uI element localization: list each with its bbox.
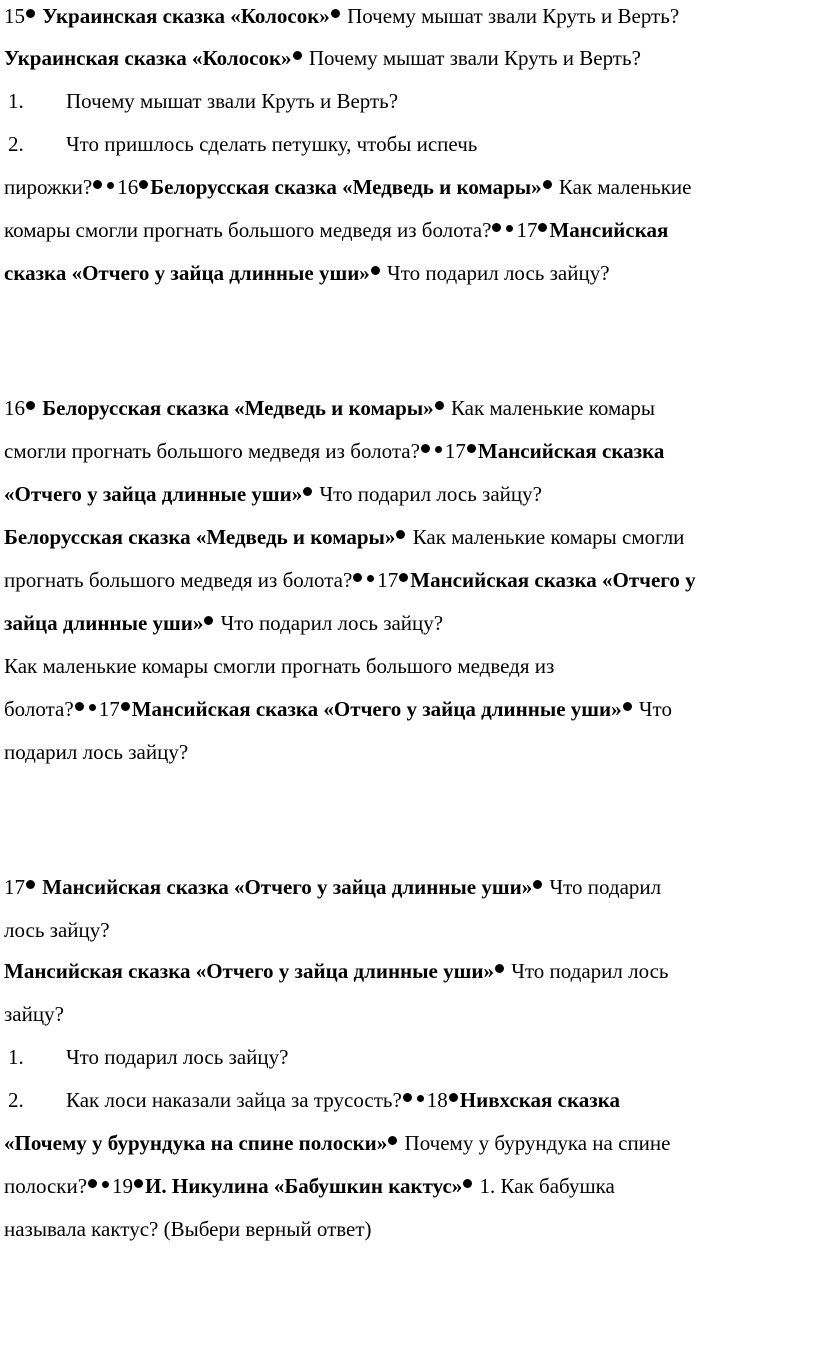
- list-number: 1.: [8, 1045, 24, 1069]
- bullet-icon: [495, 964, 504, 973]
- title: Мансийская сказка «Отчего у: [410, 568, 696, 592]
- bullet-icon: [388, 1136, 397, 1145]
- s15-line-1: [4, 3, 679, 29]
- text: Что: [638, 697, 672, 721]
- s15-number: 15: [4, 4, 25, 28]
- s17-number: 17: [4, 875, 25, 899]
- number: 19: [112, 1174, 134, 1198]
- text: Как маленькие комары смогли прогнать большого медведя из: [4, 654, 555, 678]
- bullet-icon: [204, 616, 213, 625]
- text: Почему у бурундука на спине: [404, 1131, 671, 1155]
- number: 16: [117, 175, 139, 199]
- s15-title: Украинская сказка «Колосок»: [42, 4, 330, 28]
- bullet-icon: [435, 401, 444, 410]
- list-number: 1.: [8, 89, 24, 113]
- s17-title: Мансийская сказка «Отчего у зайца длинные уши»: [42, 875, 533, 899]
- bullet-icon: [403, 1093, 412, 1102]
- bullet-icon: [26, 401, 35, 410]
- bullet-icon: [293, 51, 302, 60]
- bullet-icon: [399, 573, 408, 582]
- bullet-icon: [538, 223, 547, 232]
- s16-line-8: [4, 696, 672, 722]
- s16-line-7: [4, 653, 554, 679]
- title: сказка «Отчего у зайца длинные уши»: [4, 261, 370, 285]
- title: Белорусская сказка «Медведь и комары»: [4, 525, 396, 549]
- bullet-icon: [435, 446, 442, 453]
- text: Что подарил лось зайцу?: [319, 482, 542, 506]
- bullet-icon: [89, 704, 96, 711]
- bullet-icon: [463, 1179, 472, 1188]
- text: 1. Как бабушка: [479, 1174, 615, 1198]
- bullet-icon: [417, 1095, 424, 1102]
- text: комары смогли прогнать большого медведя из болота?: [4, 218, 492, 242]
- text: называла кактус? (Выбери верный ответ): [4, 1217, 372, 1241]
- bullet-icon: [26, 880, 35, 889]
- bullet-icon: [543, 180, 552, 189]
- bullet-icon: [353, 573, 362, 582]
- bullet-icon: [93, 180, 102, 189]
- s15-line-2: [4, 45, 641, 71]
- s15-question-2: Почему мышат звали Круть и Верть?: [308, 46, 641, 70]
- list-text-wrap: [66, 1087, 620, 1113]
- text: полоски?: [4, 1174, 88, 1198]
- text: Как маленькие: [558, 175, 692, 199]
- title: Мансийская сказка «Отчего у зайца длинные уши»: [131, 697, 622, 721]
- list-text: Что подарил лось зайцу?: [66, 1045, 289, 1069]
- s16-line-3: [4, 481, 542, 507]
- bullet-icon: [506, 225, 513, 232]
- list-text: Почему мышат звали Круть и Верть?: [66, 89, 399, 113]
- list-text: Что пришлось сделать петушку, чтобы испечь: [66, 132, 478, 156]
- text: Что подарил лось: [511, 959, 669, 983]
- list-number: 2.: [8, 132, 24, 156]
- s17-line-9: [4, 1216, 372, 1242]
- bullet-icon: [623, 702, 632, 711]
- bullet-icon: [492, 223, 501, 232]
- s16-number: 16: [4, 396, 25, 420]
- bullet-icon: [107, 182, 114, 189]
- text: прогнать большого медведя из болота?: [4, 568, 353, 592]
- bullet-icon: [371, 266, 380, 275]
- number: 17: [516, 218, 538, 242]
- bullet-icon: [367, 575, 374, 582]
- s17-line-4: [4, 1001, 64, 1027]
- bullet-icon: [121, 702, 130, 711]
- s16-line-9: [4, 739, 188, 765]
- bullet-icon: [396, 530, 405, 539]
- s17-line-7: [4, 1130, 670, 1156]
- bullet-icon: [449, 1093, 458, 1102]
- title: И. Никулина «Бабушкин кактус»: [145, 1174, 463, 1198]
- number: 18: [426, 1088, 448, 1112]
- number: 17: [377, 568, 399, 592]
- bullet-icon: [102, 1181, 109, 1188]
- bullet-icon: [303, 487, 312, 496]
- text: Что подарил лось зайцу?: [387, 261, 610, 285]
- bullet-icon: [88, 1179, 97, 1188]
- title: Белорусская сказка «Медведь и комары»: [150, 175, 542, 199]
- text: Что подарил: [549, 875, 662, 899]
- text: подарил лось зайцу?: [4, 740, 189, 764]
- bullet-icon: [331, 9, 340, 18]
- number: 17: [444, 439, 466, 463]
- s17-line-3: [4, 958, 669, 984]
- s15-bold-title: Украинская сказка «Колосок»: [4, 46, 292, 70]
- title: Мансийская сказка «Отчего у зайца длинные уши»: [4, 959, 494, 983]
- bullet-icon: [139, 180, 148, 189]
- bullet-icon: [467, 444, 476, 453]
- number: 17: [98, 697, 120, 721]
- title: Мансийская сказка: [477, 439, 665, 463]
- title: зайца длинные уши»: [4, 611, 204, 635]
- s17-line-8: [4, 1173, 615, 1199]
- bullet-icon: [26, 9, 35, 18]
- text: Как маленькие комары смогли: [412, 525, 685, 549]
- s16-line-5: [4, 567, 696, 593]
- s16-title: Белорусская сказка «Медведь и комары»: [42, 396, 434, 420]
- title: Мансийская: [549, 218, 669, 242]
- list-text: Как лоси наказали зайца за трусость?: [66, 1088, 402, 1112]
- bullet-icon: [421, 444, 430, 453]
- s15-line-7: [4, 260, 610, 286]
- list-number: 2.: [8, 1088, 24, 1112]
- text: смогли прогнать большого медведя из болота?: [4, 439, 420, 463]
- s17-line-1: [4, 874, 661, 900]
- title: «Отчего у зайца длинные уши»: [4, 482, 303, 506]
- text: болота?: [4, 697, 74, 721]
- text: Что подарил лось зайцу?: [220, 611, 444, 635]
- text: пирожки?: [4, 175, 93, 199]
- s16-line-6: [4, 610, 443, 636]
- bullet-icon: [134, 1179, 143, 1188]
- title: Нивхская сказка: [459, 1088, 620, 1112]
- text: Как маленькие комары: [450, 396, 656, 420]
- s15-question: Почему мышат звали Круть и Верть?: [347, 4, 680, 28]
- s16-line-4: [4, 524, 684, 550]
- s15-line-5: [4, 174, 691, 200]
- title: «Почему у бурундука на спине полоски»: [4, 1131, 388, 1155]
- bullet-icon: [533, 880, 542, 889]
- s16-line-1: [4, 395, 655, 421]
- s16-line-2: [4, 438, 664, 464]
- text: зайцу?: [4, 1002, 64, 1026]
- s15-line-6: [4, 217, 668, 243]
- s17-line-2: [4, 917, 110, 943]
- text: лось зайцу?: [4, 918, 110, 942]
- bullet-icon: [75, 702, 84, 711]
